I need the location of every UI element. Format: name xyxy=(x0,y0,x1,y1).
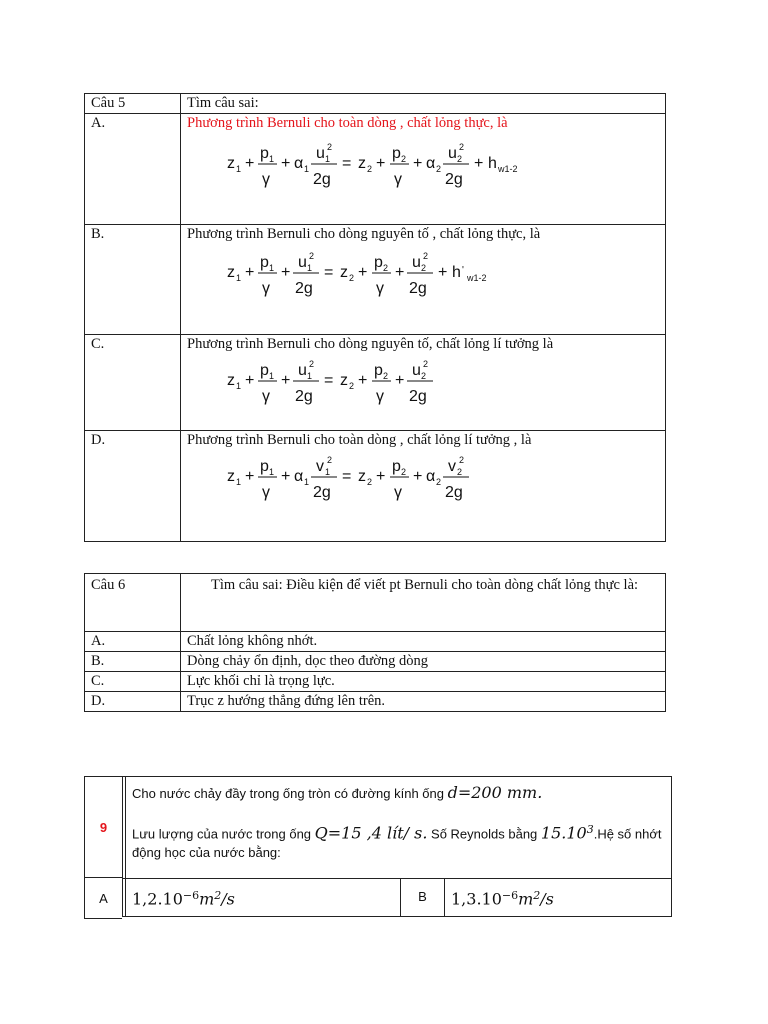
bernoulli-equation-b xyxy=(225,247,659,308)
answer-a-label-cell xyxy=(84,877,122,919)
answer-b-unit-exponent: 2 xyxy=(533,889,541,902)
option-text: Dòng chảy ổn định, dọc theo đường dòng xyxy=(181,652,666,672)
svg-text:1: 1 xyxy=(307,371,313,381)
question-prompt: Tìm câu sai: xyxy=(181,94,666,114)
svg-text:h: h xyxy=(488,155,497,172)
svg-text:2: 2 xyxy=(423,359,429,369)
svg-text:=: = xyxy=(324,264,334,281)
bernoulli-equation-d xyxy=(225,451,659,512)
svg-text:γ: γ xyxy=(376,280,384,297)
option-row-d xyxy=(85,692,666,712)
svg-text:z: z xyxy=(358,155,366,172)
svg-text:+: + xyxy=(281,372,291,389)
svg-text:+: + xyxy=(474,155,484,172)
option-label: A. xyxy=(85,114,181,225)
question-body xyxy=(126,777,672,879)
svg-text:z: z xyxy=(227,264,235,281)
svg-text:=: = xyxy=(342,468,352,485)
svg-text:γ: γ xyxy=(262,171,270,188)
option-label: B. xyxy=(85,652,181,672)
svg-text:1: 1 xyxy=(304,477,310,487)
svg-text:=: = xyxy=(324,372,334,389)
svg-text:2g: 2g xyxy=(295,388,313,405)
svg-text:γ: γ xyxy=(376,388,384,405)
svg-text:2g: 2g xyxy=(313,484,331,501)
svg-text:1: 1 xyxy=(236,164,242,174)
svg-text:2: 2 xyxy=(327,455,333,465)
svg-text:+: + xyxy=(281,468,291,485)
svg-text:+: + xyxy=(281,264,291,281)
svg-text:1: 1 xyxy=(236,477,242,487)
svg-text:1: 1 xyxy=(269,154,275,164)
svg-text:2: 2 xyxy=(367,477,373,487)
svg-text:2: 2 xyxy=(383,371,389,381)
svg-text:γ: γ xyxy=(262,280,270,297)
option-label: A. xyxy=(85,632,181,652)
svg-text:α: α xyxy=(294,468,304,485)
reynolds-value: 15.10 xyxy=(540,823,587,843)
answer-a-exponent: −6 xyxy=(182,889,200,902)
svg-text:γ: γ xyxy=(394,484,402,501)
option-text: Phương trình Bernuli cho dòng nguyên tố , chất lỏng thực, là xyxy=(187,226,541,242)
answer-a-mantissa: 1,2.10 xyxy=(132,889,183,909)
answer-a[interactable] xyxy=(126,879,401,917)
option-row-b xyxy=(85,225,666,335)
svg-text:2: 2 xyxy=(309,251,315,261)
svg-text:2g: 2g xyxy=(313,171,331,188)
question-6-table xyxy=(84,573,666,712)
svg-text:z: z xyxy=(358,468,366,485)
svg-text:z: z xyxy=(340,264,348,281)
question-number: Câu 5 xyxy=(85,94,181,114)
svg-text:2: 2 xyxy=(401,467,407,477)
svg-text:1: 1 xyxy=(236,273,242,283)
answer-a-unit-exponent: 2 xyxy=(214,889,222,902)
question-5-table xyxy=(84,93,666,542)
svg-text:γ: γ xyxy=(394,171,402,188)
answer-a-label: A xyxy=(99,890,108,906)
svg-text:γ: γ xyxy=(262,388,270,405)
svg-text:2: 2 xyxy=(459,142,465,152)
option-row-d xyxy=(85,431,666,542)
svg-text:p: p xyxy=(260,145,269,162)
svg-text:+: + xyxy=(438,264,448,281)
svg-text:1: 1 xyxy=(304,164,310,174)
svg-text:α: α xyxy=(426,155,436,172)
question-prompt: Tìm câu sai: Điều kiện để viết pt Bernuli cho toàn dòng chất lỏng thực là: xyxy=(181,574,666,632)
svg-text:2g: 2g xyxy=(409,388,427,405)
svg-text:z: z xyxy=(227,155,235,172)
question-text-reynolds: Số Reynolds bằng xyxy=(427,826,541,842)
svg-text:2g: 2g xyxy=(295,280,313,297)
question-text-tail: .Hệ số nhớt động học của nước bằng: xyxy=(132,826,662,861)
svg-text:1: 1 xyxy=(325,467,331,477)
answer-b-mantissa: 1,3.10 xyxy=(451,889,502,909)
svg-text:2: 2 xyxy=(401,154,407,164)
svg-text:2: 2 xyxy=(457,467,463,477)
answer-b-unit-tail: /s xyxy=(540,889,554,909)
svg-text:+: + xyxy=(358,264,368,281)
answer-b[interactable] xyxy=(445,879,672,917)
answer-a-unit-tail: /s xyxy=(221,889,235,909)
option-row-c xyxy=(85,335,666,431)
svg-text:p: p xyxy=(374,254,383,271)
option-label: B. xyxy=(85,225,181,335)
svg-text:z: z xyxy=(227,468,235,485)
svg-text:=: = xyxy=(342,155,352,172)
option-label: D. xyxy=(85,692,181,712)
svg-text:+: + xyxy=(245,468,255,485)
svg-text:u: u xyxy=(412,254,421,271)
svg-text:2: 2 xyxy=(423,251,429,261)
svg-text:u: u xyxy=(298,254,307,271)
question-number: 9 xyxy=(99,819,108,835)
svg-text:+: + xyxy=(245,372,255,389)
svg-text:u: u xyxy=(412,362,421,379)
svg-text:p: p xyxy=(374,362,383,379)
option-row-b xyxy=(85,652,666,672)
svg-text:+: + xyxy=(358,372,368,389)
option-text: Lực khối chỉ là trọng lực. xyxy=(181,672,666,692)
svg-text:z: z xyxy=(227,372,235,389)
svg-text:2: 2 xyxy=(309,359,315,369)
svg-text:+: + xyxy=(245,264,255,281)
svg-text:p: p xyxy=(392,145,401,162)
svg-text:+: + xyxy=(395,372,405,389)
svg-text:w1-2: w1-2 xyxy=(498,164,518,174)
svg-text:1: 1 xyxy=(269,371,275,381)
svg-text:p: p xyxy=(392,458,401,475)
svg-text:+: + xyxy=(376,155,386,172)
bernoulli-equation-c xyxy=(225,355,659,416)
question-number: Câu 6 xyxy=(85,574,181,632)
svg-text:2: 2 xyxy=(436,477,442,487)
svg-text:2: 2 xyxy=(421,371,427,381)
option-text: Trục z hướng thẳng đứng lên trên. xyxy=(181,692,666,712)
svg-text:γ: γ xyxy=(262,484,270,501)
option-text: Phương trình Bernuli cho toàn dòng , chất lỏng thực, là xyxy=(187,115,508,131)
question-9-number-cell xyxy=(84,776,122,878)
question-text-line2: Lưu lượng của nước trong ống xyxy=(132,826,315,842)
option-label: C. xyxy=(85,335,181,431)
option-row-c xyxy=(85,672,666,692)
svg-text:2: 2 xyxy=(383,263,389,273)
svg-text:v: v xyxy=(316,458,324,475)
svg-text:u: u xyxy=(316,145,325,162)
option-label: D. xyxy=(85,431,181,542)
svg-text:α: α xyxy=(294,155,304,172)
answer-b-unit: m xyxy=(518,889,534,909)
svg-text:+: + xyxy=(245,155,255,172)
svg-text:p: p xyxy=(260,458,269,475)
svg-text:u: u xyxy=(448,145,457,162)
svg-text:1: 1 xyxy=(325,154,331,164)
flow-rate-value: Q=15 ,4 lít/ s. xyxy=(314,823,428,843)
svg-text:1: 1 xyxy=(269,467,275,477)
svg-text:w1-2: w1-2 xyxy=(467,273,487,283)
svg-text:': ' xyxy=(462,265,464,276)
svg-text:+: + xyxy=(413,468,423,485)
option-row-a xyxy=(85,114,666,225)
svg-text:2: 2 xyxy=(457,154,463,164)
question-text-line1: Cho nước chảy đầy trong ống tròn có đường kính ống xyxy=(132,786,448,801)
svg-text:2: 2 xyxy=(349,273,355,283)
svg-text:2: 2 xyxy=(459,455,465,465)
svg-text:1: 1 xyxy=(236,381,242,391)
svg-text:p: p xyxy=(260,254,269,271)
answer-a-unit: m xyxy=(199,889,215,909)
svg-text:p: p xyxy=(260,362,269,379)
option-label: C. xyxy=(85,672,181,692)
svg-text:2: 2 xyxy=(327,142,333,152)
svg-text:1: 1 xyxy=(269,263,275,273)
option-text: Chất lỏng không nhớt. xyxy=(181,632,666,652)
svg-text:h: h xyxy=(452,264,461,281)
option-text: Phương trình Bernuli cho dòng nguyên tố, chất lỏng lí tưởng là xyxy=(187,336,554,352)
answer-b-label: B xyxy=(401,879,445,917)
svg-text:u: u xyxy=(298,362,307,379)
svg-text:2: 2 xyxy=(436,164,442,174)
svg-text:1: 1 xyxy=(307,263,313,273)
svg-text:+: + xyxy=(395,264,405,281)
svg-text:2: 2 xyxy=(349,381,355,391)
option-row-a xyxy=(85,632,666,652)
answer-b-exponent: −6 xyxy=(501,889,519,902)
diameter-value: d=200 mm. xyxy=(447,783,543,802)
svg-text:2g: 2g xyxy=(409,280,427,297)
option-text: Phương trình Bernuli cho toàn dòng , chất lỏng lí tưởng , là xyxy=(187,432,532,448)
bernoulli-equation-a xyxy=(225,138,659,199)
svg-text:+: + xyxy=(413,155,423,172)
svg-text:2g: 2g xyxy=(445,484,463,501)
svg-text:+: + xyxy=(281,155,291,172)
svg-text:v: v xyxy=(448,458,456,475)
svg-text:+: + xyxy=(376,468,386,485)
svg-text:α: α xyxy=(426,468,436,485)
svg-text:2: 2 xyxy=(367,164,373,174)
svg-text:z: z xyxy=(340,372,348,389)
question-9-table xyxy=(122,776,672,917)
svg-text:2g: 2g xyxy=(445,171,463,188)
reynolds-exponent: 3 xyxy=(586,823,594,836)
svg-text:2: 2 xyxy=(421,263,427,273)
